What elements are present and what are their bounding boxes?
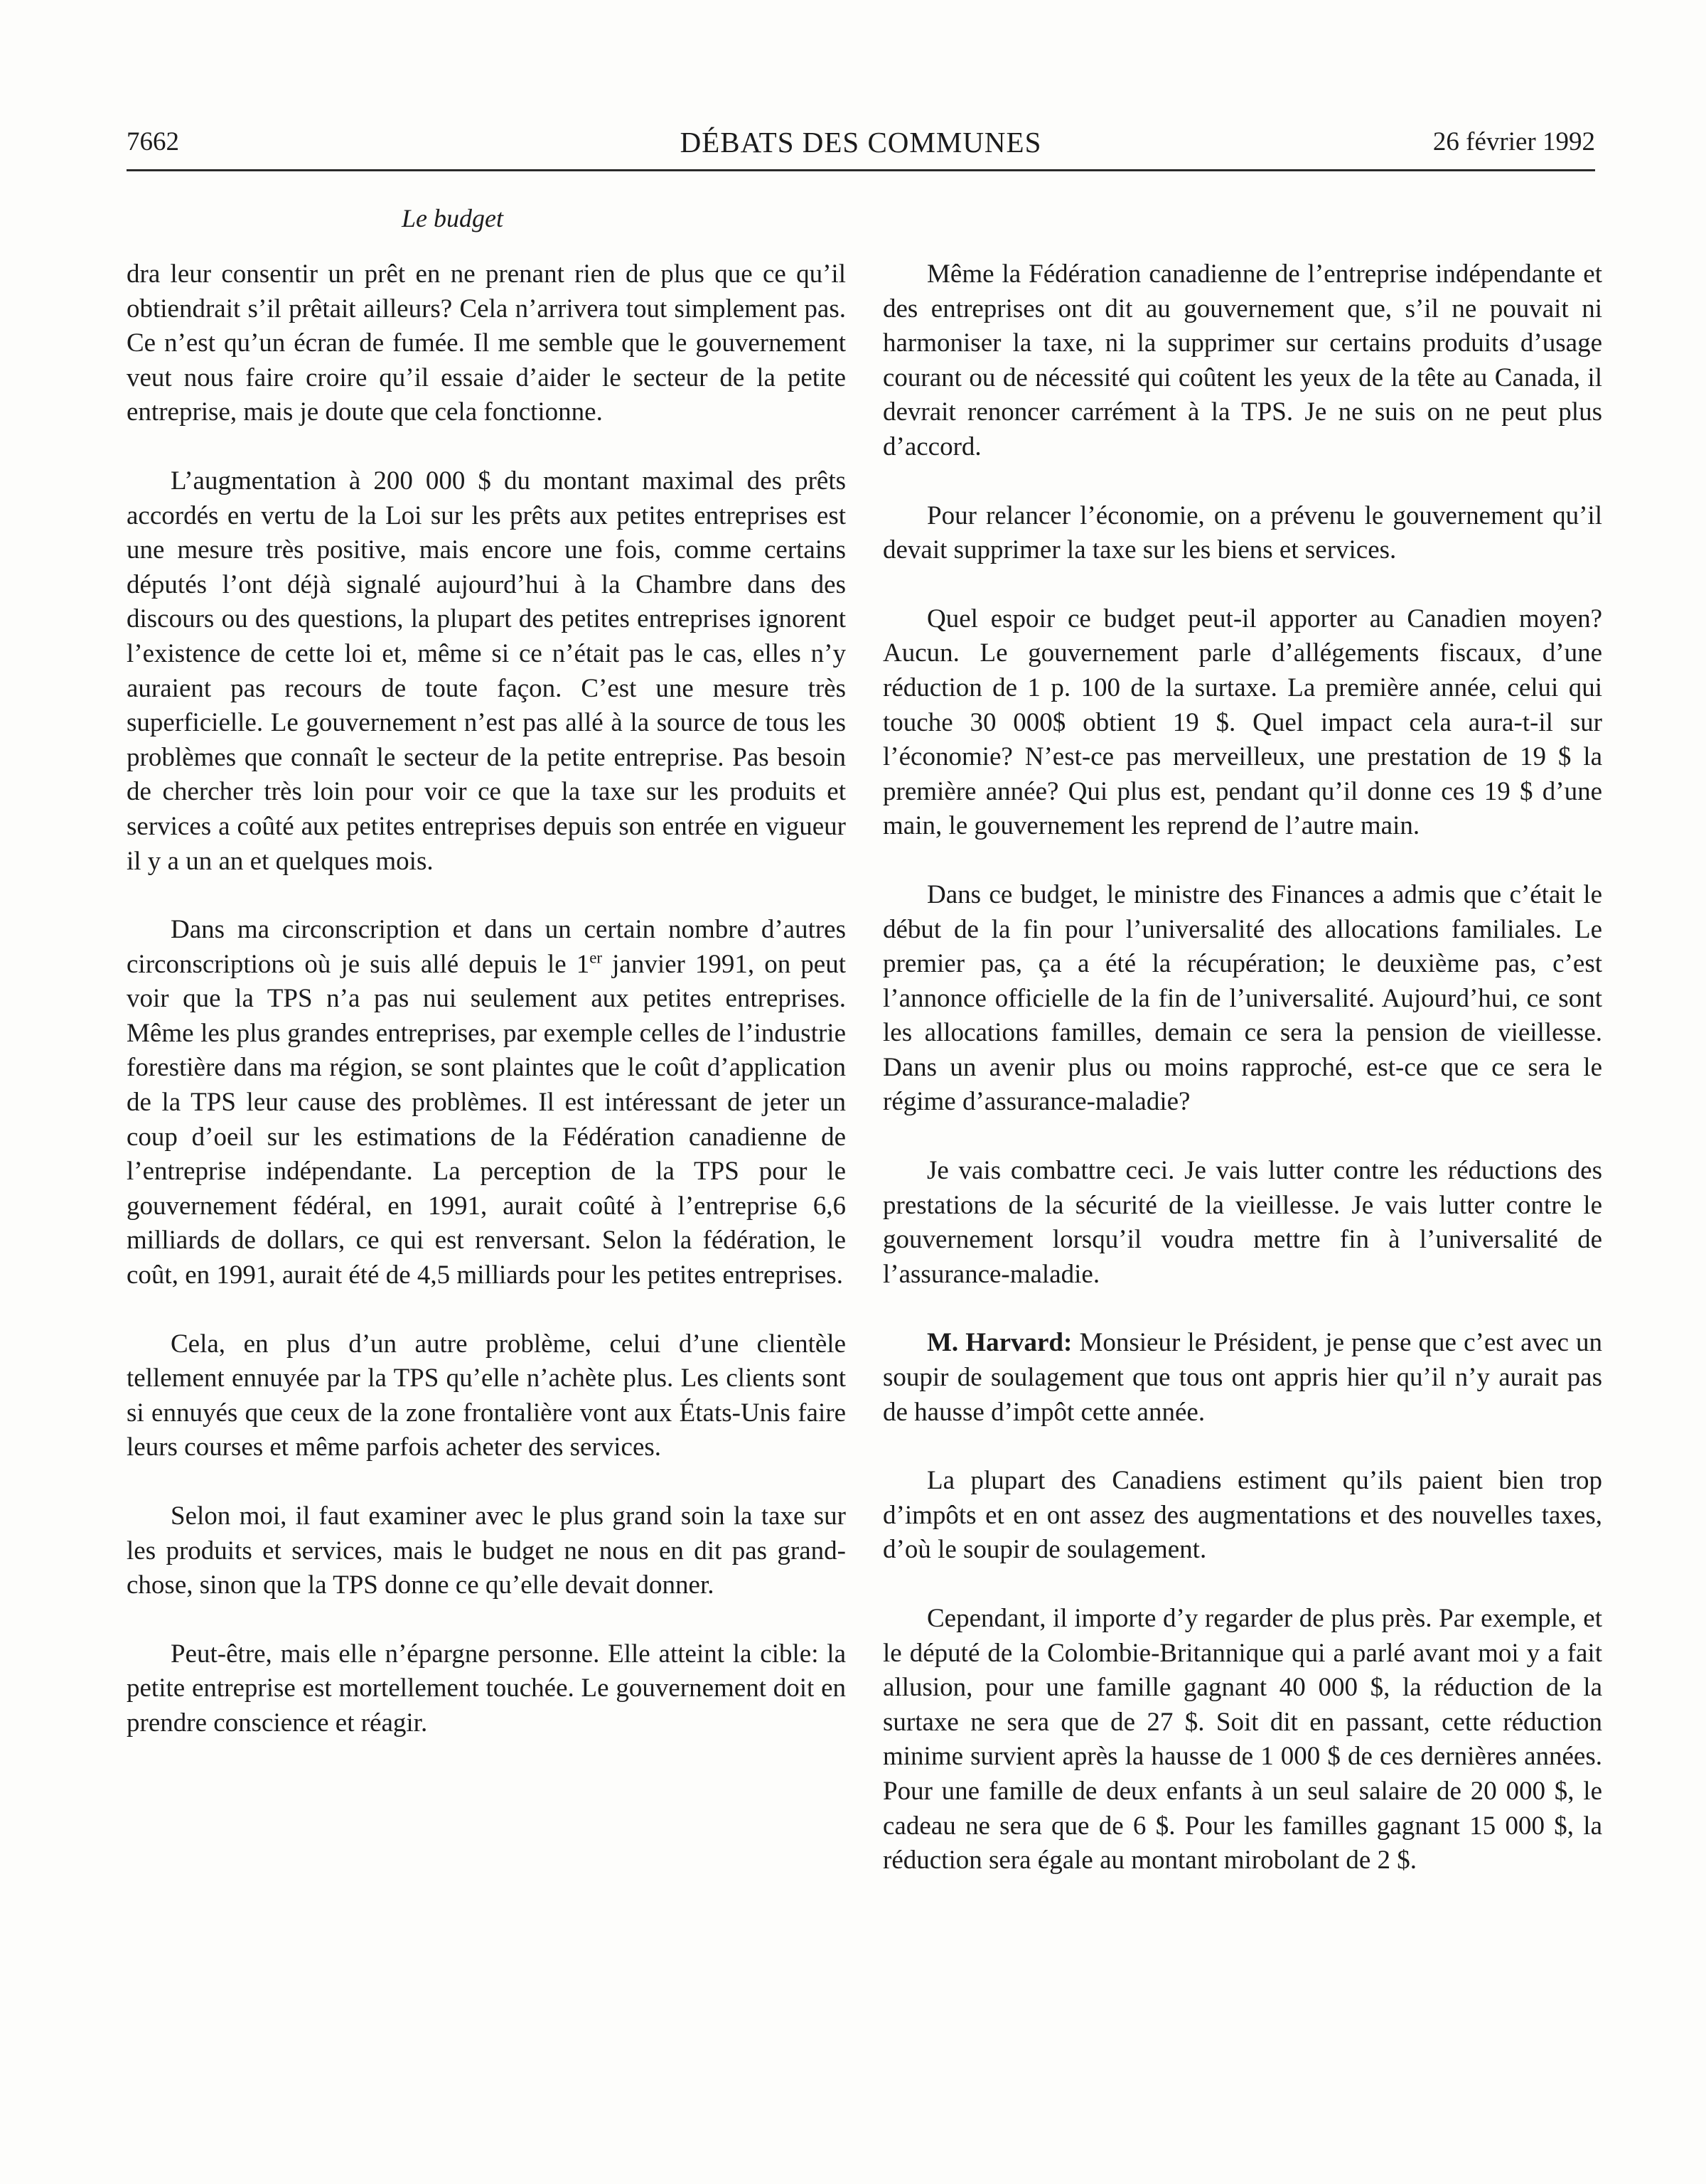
page-date: 26 février 1992 bbox=[1432, 127, 1595, 156]
paragraph: Même la Fédération canadienne de l’entreprise indépendante et des entreprises ont dit au gouvernement que, s’il ne pouvait ni harmoniser la taxe, ni la supprimer sur certains produits d’usage courant ou de nécessité qui coûtent les yeux de la tête au Canada, il devrait renoncer carrément à la TPS. Je ne suis on ne peut plus d’accord. bbox=[883, 259, 1602, 461]
paragraph: Quel espoir ce budget peut-il apporter au Canadien moyen? Aucun. Le gouvernement parle d’allégements fiscaux, d’une réduction de 1 p. 100 de la surtaxe. La première année, celui qui touche 30 000$ obtient 19 $. Quel impact cela aura-t-il sur l’économie? N’est-ce pas merveilleux, une prestation de 19 $ la première année? Qui plus est, pendant qu’il donne ces 19 $ d’une main, le gouvernement les reprend de l’autre main. bbox=[883, 604, 1602, 841]
paragraph bbox=[127, 913, 846, 1293]
journal-title: DÉBATS DES COMMUNES bbox=[680, 126, 1042, 159]
paragraph-text: Monsieur le Président, je pense que c’est avec un soupir de soulagement que tous ont appris hier qu’il n’y aurait pas de hausse d’impôt cette année. bbox=[883, 1328, 1602, 1427]
paragraph bbox=[883, 1326, 1602, 1430]
paragraph: Cependant, il importe d’y regarder de plus près. Par exemple, et le député de la Colombie-Britannique qui a parlé avant moi y a fait allusion, pour une famille gagnant 40 000 $, la réduction de la surtaxe ne sera que de 27 $. Soit dit en passant, cette réduction minime survient après la hausse de 1 000 $ de ces dernières années. Pour une famille de deux enfants à un seul salaire de 20 000 $, le cadeau ne sera que de 6 $. Pour les familles gagnant 15 000 $, la réduction sera égale au montant mirobolant de 2 $. bbox=[883, 1604, 1602, 1875]
page-header bbox=[127, 125, 1595, 171]
paragraph-text: Dans ma circonscription et dans un certain nombre d’autres circonscriptions où je suis allé depuis le 1 bbox=[127, 915, 846, 979]
paragraph: L’augmentation à 200 000 $ du montant maximal des prêts accordés en vertu de la Loi sur les prêts aux petites entreprises est une mesure très positive, mais encore une fois, comme certains députés l’ont déjà signalé aujourd’hui à la Chambre dans des discours ou des questions, la plupart des petites entreprises ignorent l’existence de cette loi et, même si ce n’était pas le cas, elles n’y auraient pas recours de toute façon. C’est une mesure très superficielle. Le gouvernement n’est pas allé à la source de tous les problèmes que connaît le secteur de la petite entreprise. Pas besoin de chercher très loin pour voir ce que la taxe sur les produits et services a coûté aux petites entreprises depuis son entrée en vigueur il y a un an et quelques mois. bbox=[127, 466, 846, 876]
superscript: er bbox=[589, 948, 603, 967]
paragraph-text: janvier 1991, on peut voir que la TPS n’a pas nui seulement aux petites entreprises. Même les plus grandes entreprises, par exemple celles de l’industrie forestière dans ma région, se sont plaintes que le coût d’application de la TPS leur cause des problèmes. Il est intéressant de jeter un coup d’oeil sur les estimations de la Fédération canadienne de l’entreprise indépendante. La perception de la TPS pour le gouvernement fédéral, en 1991, aurait coûté à l’entreprise 6,6 milliards de dollars, ce qui est renversant. Selon la fédération, le coût, en 1991, aurait été de 4,5 milliards pour les petites entreprises. bbox=[127, 949, 846, 1290]
section-title: Le budget bbox=[402, 204, 503, 232]
left-column bbox=[127, 257, 846, 1775]
paragraph: Pour relancer l’économie, on a prévenu le gouvernement qu’il devait supprimer la taxe sur les biens et services. bbox=[883, 500, 1602, 565]
page-number: 7662 bbox=[127, 127, 179, 156]
speaker-name: M. Harvard: bbox=[927, 1328, 1073, 1358]
paragraph: La plupart des Canadiens estiment qu’ils paient bien trop d’impôts et en ont assez des augmentations et des nouvelles taxes, d’où le soupir de soulagement. bbox=[883, 1466, 1602, 1565]
paragraph: dra leur consentir un prêt en ne prenant rien de plus que ce qu’il obtiendrait s’il prêtait ailleurs? Cela n’arrivera tout simplement pas. Ce n’est qu’un écran de fumée. Il me semble que le gouvernement veut nous faire croire qu’il essaie d’aider le secteur de la petite entreprise, mais je doute que cela fonctionne. bbox=[127, 259, 846, 427]
paragraph: Dans ce budget, le ministre des Finances a admis que c’était le début de la fin pour l’universalité des allocations familiales. Le premier pas, ça a été la récupération; le deuxième pas, c’est l’annonce officielle de la fin de l’universalité. Aujourd’hui, ce sont les allocations familles, demain ce sera la pension de vieillesse. Dans un avenir plus ou moins rapproché, est-ce que ce sera le régime d’assurance-maladie? bbox=[883, 879, 1602, 1117]
right-column bbox=[883, 257, 1602, 1912]
paragraph: Je vais combattre ceci. Je vais lutter contre les réductions des prestations de la sécurité de la vieillesse. Je vais lutter contre le gouvernement lorsqu’il voudra mettre fin à l’universalité de l’assurance-maladie. bbox=[883, 1156, 1602, 1289]
paragraph: Selon moi, il faut examiner avec le plus grand soin la taxe sur les produits et services, mais le budget ne nous en dit pas grand-chose, sinon que la TPS donne ce qu’elle devait donner. bbox=[127, 1502, 846, 1600]
paragraph: Cela, en plus d’un autre problème, celui d’une clientèle tellement ennuyée par la TPS qu’elle n’achète plus. Les clients sont si ennuyés que ceux de la zone frontalière vont aux États-Unis faire leurs courses et même parfois acheter des services. bbox=[127, 1329, 846, 1462]
paragraph: Peut-être, mais elle n’épargne personne. Elle atteint la cible: la petite entreprise est mortellement touchée. Le gouvernement doit en prendre conscience et réagir. bbox=[127, 1639, 846, 1738]
